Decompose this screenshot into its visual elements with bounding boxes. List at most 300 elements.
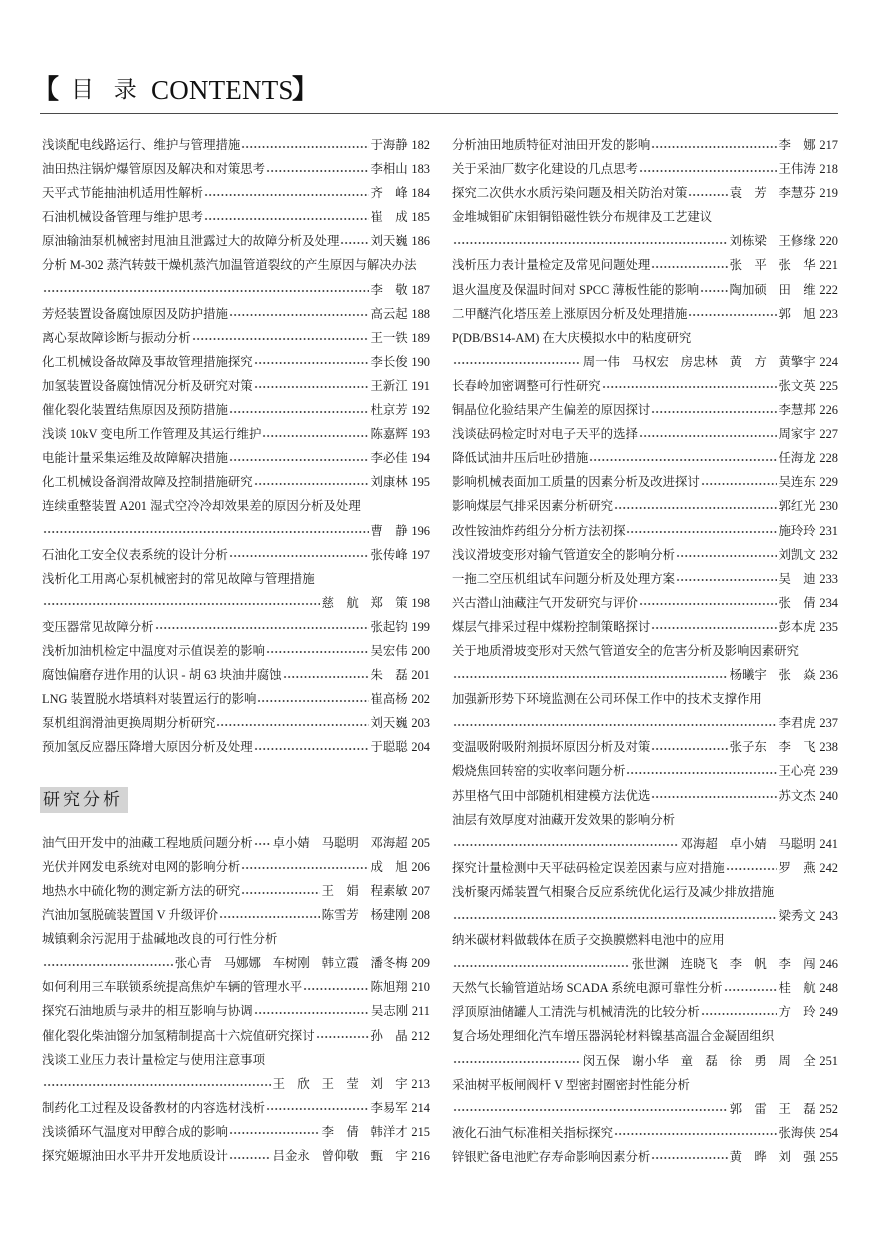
entry-line <box>452 205 838 229</box>
header-open-bracket: 【 <box>33 75 60 104</box>
entry-line <box>452 398 838 422</box>
author-name: 陈嘉辉 <box>370 427 408 442</box>
author-name: 李必佳 <box>370 451 408 466</box>
toc-entry <box>42 446 430 470</box>
author-name: 潘冬梅 <box>370 956 408 971</box>
leader-dots <box>651 133 776 157</box>
author-name: 吕金永 <box>272 1149 310 1164</box>
toc-entry-list <box>42 133 430 759</box>
toc-entry <box>452 543 838 567</box>
author-name: 郭 雷 <box>729 1101 767 1116</box>
toc-entry <box>452 1024 838 1072</box>
page-number: 237 <box>819 716 838 731</box>
entry-authors <box>371 1024 408 1048</box>
page-number: 225 <box>819 378 838 393</box>
entry-line <box>42 927 430 951</box>
entry-authors <box>779 1000 816 1024</box>
page-number: 214 <box>411 1100 430 1115</box>
entry-authors <box>779 591 816 615</box>
page-number: 239 <box>819 764 838 779</box>
entry-line <box>452 543 838 567</box>
entry-title: 腐蚀偏磨存进作用的认识 - 胡 63 块油井腐蚀 <box>42 668 282 683</box>
entry-title: 探究石油地质与录井的相互影响与协调 <box>42 1004 253 1019</box>
leader-dots <box>626 519 776 543</box>
entry-title: 原油输油泵机械密封甩油且泄露过大的故障分析及处理 <box>42 234 340 249</box>
toc-entry <box>42 1024 430 1048</box>
leader-dots <box>626 759 776 783</box>
entry-authors <box>779 615 816 639</box>
leader-dots <box>303 975 368 999</box>
entry-authors <box>371 639 408 663</box>
toc-entry <box>42 157 430 181</box>
leader-dots <box>453 952 630 976</box>
header-title-chinese: 目 录 <box>71 77 137 102</box>
leader-dots <box>651 735 727 759</box>
entry-title: 关于采油厂数字化建设的几点思考 <box>452 162 638 177</box>
toc-entry <box>42 133 430 157</box>
entry-title: 浅谈循环气温度对甲醇合成的影响 <box>42 1124 228 1139</box>
author-name: 甄 宇 <box>370 1149 408 1164</box>
entry-title: 电能计量采集运维及故障解决措施 <box>42 451 228 466</box>
entry-title: 锌银贮备电池贮存寿命影响因素分析 <box>452 1149 651 1164</box>
page-number: 196 <box>411 523 430 538</box>
page-number: 215 <box>411 1124 430 1139</box>
leader-dots <box>639 591 777 615</box>
page-number: 193 <box>411 427 430 442</box>
leader-dots <box>229 398 369 422</box>
entry-title: 加强新形势下环境监测在公司环保工作中的技术支撑作用 <box>452 692 762 707</box>
author-name: 王 磊 <box>778 1101 816 1116</box>
leader-dots <box>614 1121 776 1145</box>
entry-title: 变压器常见故障分析 <box>42 619 154 634</box>
author-name: 连晓飞 <box>680 957 718 972</box>
author-name: 车树刚 <box>272 956 310 971</box>
entry-title: 分析油田地质特征对油田开发的影响 <box>452 138 651 152</box>
entry-line <box>452 1049 838 1073</box>
leader-dots <box>254 999 369 1023</box>
page-number: 218 <box>819 162 838 177</box>
author-name: 桂 航 <box>778 981 816 996</box>
author-name: 高云起 <box>370 306 408 321</box>
toc-entry <box>452 1145 838 1169</box>
entry-line <box>452 253 838 277</box>
toc-entry <box>42 855 430 879</box>
author-name: 苏文杰 <box>778 788 816 803</box>
author-name: 张海侠 <box>778 1125 816 1140</box>
toc-entry <box>42 903 430 927</box>
entry-title: 二甲醚汽化塔压差上涨原因分析及处理措施 <box>452 306 688 321</box>
entry-line <box>42 278 430 302</box>
toc-entry <box>42 1144 430 1168</box>
entry-authors <box>371 229 408 253</box>
page-number: 184 <box>411 186 430 201</box>
entry-line <box>42 519 430 543</box>
entry-line <box>42 229 430 253</box>
entry-line <box>42 350 430 374</box>
leader-dots <box>614 494 776 518</box>
section-block <box>42 759 430 830</box>
entry-title: 浅析压力表计量检定及常见问题处理 <box>452 258 651 273</box>
entry-authors <box>779 470 816 494</box>
author-name: 彭本虎 <box>778 619 816 634</box>
entry-line <box>42 855 430 879</box>
author-name: 马娜娜 <box>223 956 261 971</box>
toc-entry <box>452 422 838 446</box>
author-name: 张起钧 <box>370 619 408 634</box>
page-number: 211 <box>411 1004 430 1019</box>
leader-dots <box>688 181 727 205</box>
entry-line <box>452 784 838 808</box>
leader-dots <box>262 422 368 446</box>
toc-entry <box>42 687 430 711</box>
entry-line <box>42 494 430 518</box>
leader-dots <box>266 157 368 181</box>
entry-authors <box>779 976 816 1000</box>
page-number: 209 <box>411 956 430 971</box>
entry-line <box>42 951 430 975</box>
author-name: 王心亮 <box>778 764 816 779</box>
entry-authors <box>371 205 408 229</box>
entry-line <box>452 832 838 856</box>
entry-line <box>42 999 430 1023</box>
leader-dots <box>651 1145 727 1169</box>
entry-title: 加氢装置设备腐蚀情况分析及研究对策 <box>42 378 253 393</box>
author-name: 邓海超 <box>680 836 718 851</box>
page-number: 213 <box>411 1076 430 1091</box>
author-name: 李 倩 <box>321 1124 359 1139</box>
entry-line <box>452 808 838 832</box>
entry-title: P(DB/BS14-AM) 在大庆模拟水中的粘度研究 <box>452 330 692 345</box>
entry-title: 关于地质滑坡变形对天然气管道安全的危害分析及影响因素研究 <box>452 643 799 658</box>
toc-entry <box>452 880 838 928</box>
author-name: 曾仰敬 <box>321 1149 359 1164</box>
author-name: 李相山 <box>370 162 408 177</box>
author-name: 崔 成 <box>370 210 408 225</box>
entry-line <box>452 1073 838 1097</box>
entry-title: 泵机组润滑油更换周期分析研究 <box>42 716 216 731</box>
entry-authors <box>371 302 408 326</box>
entry-line <box>452 302 838 326</box>
author-name: 刘天巍 <box>370 716 408 731</box>
entry-authors <box>779 374 816 398</box>
entry-line <box>452 278 838 302</box>
toc-entry <box>452 1121 838 1145</box>
entry-line <box>452 157 838 181</box>
entry-line <box>452 446 838 470</box>
leader-dots <box>229 543 369 567</box>
entry-authors <box>779 1121 816 1145</box>
leader-dots <box>257 687 368 711</box>
entry-line <box>452 976 838 1000</box>
leader-dots <box>43 278 369 302</box>
author-name: 闵五保 <box>582 1053 620 1068</box>
entry-line <box>42 422 430 446</box>
author-name: 齐 峰 <box>370 186 408 201</box>
leader-dots <box>676 567 776 591</box>
entry-title: LNG 装置脱水塔填料对装置运行的影响 <box>42 692 257 707</box>
author-name: 李慧邦 <box>778 403 816 418</box>
author-name: 张文英 <box>778 378 816 393</box>
entry-authors <box>371 975 408 999</box>
entry-authors <box>730 735 816 759</box>
entry-authors <box>779 543 816 567</box>
leader-dots <box>43 591 320 615</box>
page-number: 201 <box>411 668 430 683</box>
toc-entry <box>42 181 430 205</box>
toc-entry <box>452 784 838 808</box>
toc-column-right <box>452 133 838 1169</box>
author-name: 李 飞 <box>778 740 816 755</box>
leader-dots <box>155 615 369 639</box>
entry-title: 化工机械设备故障及事故管理措施探究 <box>42 354 253 369</box>
author-name: 王 欣 <box>272 1076 310 1091</box>
leader-dots <box>43 519 369 543</box>
leader-dots <box>43 951 173 975</box>
entry-line <box>42 615 430 639</box>
entry-title: 预加氢反应器压降增大原因分析及处理 <box>42 740 253 755</box>
author-name: 郭红光 <box>778 499 816 514</box>
entry-authors <box>371 711 408 735</box>
leader-dots <box>453 832 679 856</box>
page-number: 189 <box>411 330 430 345</box>
author-name: 崔高杨 <box>370 692 408 707</box>
entry-line <box>42 1096 430 1120</box>
author-name: 卓小婧 <box>272 835 310 850</box>
leader-dots <box>676 543 776 567</box>
author-name: 程素敏 <box>370 884 408 899</box>
toc-column-left <box>42 133 430 1168</box>
leader-dots <box>688 302 776 326</box>
toc-entry <box>42 831 430 855</box>
entry-authors <box>779 856 816 880</box>
toc-entry <box>452 808 838 856</box>
entry-title: 浅议滑坡变形对输气管道安全的影响分析 <box>452 547 676 562</box>
author-name: 吴志刚 <box>370 1004 409 1019</box>
author-name: 王伟涛 <box>778 162 816 177</box>
entry-line <box>42 253 430 277</box>
page-number: 204 <box>411 740 430 755</box>
leader-dots <box>229 1144 271 1168</box>
toc-entry <box>452 639 838 687</box>
entry-title: 光伏并网发电系统对电网的影响分析 <box>42 859 241 874</box>
author-name: 罗 燕 <box>778 860 816 875</box>
author-name: 孙 晶 <box>370 1028 408 1043</box>
author-name: 黄 晔 <box>729 1149 767 1164</box>
entry-line <box>42 1120 430 1144</box>
author-name: 吴宏伟 <box>370 643 408 658</box>
author-name: 童 磊 <box>680 1053 718 1068</box>
entry-line <box>42 1048 430 1072</box>
entry-line <box>452 904 838 928</box>
entry-line <box>42 446 430 470</box>
entry-line <box>452 1000 838 1024</box>
entry-line <box>452 567 838 591</box>
entry-authors <box>322 1120 408 1144</box>
page-number: 231 <box>819 523 838 538</box>
leader-dots <box>651 615 776 639</box>
entry-line <box>452 1097 838 1121</box>
toc-entry <box>42 398 430 422</box>
toc-entry-list <box>42 831 430 1168</box>
entry-line <box>42 591 430 615</box>
entry-title: 影响机械表面加工质量的因素分析及改进探讨 <box>452 475 700 490</box>
entry-line <box>452 374 838 398</box>
leader-dots <box>192 326 369 350</box>
leader-dots <box>701 1000 777 1024</box>
entry-line <box>452 952 838 976</box>
leader-dots <box>254 470 369 494</box>
entry-line <box>452 326 838 350</box>
page-number: 208 <box>411 908 430 923</box>
entry-title: 离心泵故障诊断与振动分析 <box>42 330 191 345</box>
entry-title: 地热水中硫化物的测定新方法的研究 <box>42 884 241 899</box>
entry-title: 如何利用三车联锁系统提高焦炉车辆的管理水平 <box>42 980 303 995</box>
author-name: 周 全 <box>778 1053 816 1068</box>
entry-line <box>42 543 430 567</box>
leader-dots <box>241 879 319 903</box>
author-name: 杨曦宇 <box>729 668 767 683</box>
author-name: 田 维 <box>778 282 816 297</box>
entry-authors <box>583 1049 816 1073</box>
page-number: 203 <box>411 716 430 731</box>
entry-line <box>42 879 430 903</box>
author-name: 方 玲 <box>778 1005 816 1020</box>
entry-authors <box>583 350 816 374</box>
entry-authors <box>730 253 816 277</box>
entry-line <box>42 398 430 422</box>
entry-line <box>452 494 838 518</box>
entry-line <box>452 928 838 952</box>
page-number: 243 <box>819 909 838 923</box>
toc-entry <box>452 591 838 615</box>
toc-entry <box>42 1096 430 1120</box>
section-heading: 研究分析 <box>40 787 128 813</box>
entry-title: 探究二次供水水质污染问题及相关防治对策 <box>452 186 688 201</box>
entry-title: 制药化工过程及设备教材的内容选材浅析 <box>42 1100 266 1115</box>
entry-authors <box>273 1072 408 1096</box>
toc-entry <box>452 494 838 518</box>
author-name: 梁秀文 <box>778 909 816 923</box>
author-name: 卓小婧 <box>729 836 767 851</box>
entry-title: 天然气长输管道站场 SCADA 系统电源可靠性分析 <box>452 981 723 996</box>
page-number: 252 <box>819 1101 838 1116</box>
entry-authors <box>779 567 816 591</box>
page-number: 191 <box>411 378 430 393</box>
entry-line <box>452 422 838 446</box>
page-number: 223 <box>819 306 838 321</box>
entry-authors <box>779 519 816 543</box>
toc-entry <box>452 398 838 422</box>
leader-dots <box>724 976 777 1000</box>
entry-line <box>42 639 430 663</box>
leader-dots <box>219 903 320 927</box>
entry-authors <box>371 519 408 543</box>
toc-entry <box>42 735 430 759</box>
toc-entry <box>452 567 838 591</box>
author-name: 房忠林 <box>680 354 718 369</box>
entry-line <box>42 663 430 687</box>
leader-dots <box>651 398 776 422</box>
entry-authors <box>322 879 408 903</box>
leader-dots <box>216 711 368 735</box>
author-name: 李 闯 <box>778 957 816 972</box>
toc-entry <box>42 615 430 639</box>
author-name: 张传峰 <box>370 547 408 562</box>
entry-authors <box>779 422 816 446</box>
toc-entry <box>452 374 838 398</box>
entry-authors <box>730 663 816 687</box>
page-number: 234 <box>819 595 838 610</box>
entry-line <box>452 133 838 157</box>
toc-entry <box>452 205 838 253</box>
page-number: 195 <box>411 475 430 490</box>
entry-title: 煅烧焦回转窑的实收率问题分析 <box>452 764 626 779</box>
author-name: 刘栋梁 <box>729 234 767 249</box>
entry-authors <box>371 374 408 398</box>
page-number: 210 <box>411 980 430 995</box>
entry-title: 浅谈工业压力表计量检定与使用注意事项 <box>42 1052 266 1067</box>
page-number: 200 <box>411 643 430 658</box>
author-name: 陶加硕 <box>729 282 767 297</box>
author-name: 吴连东 <box>778 475 816 490</box>
entry-authors <box>371 350 408 374</box>
entry-authors <box>779 157 816 181</box>
entry-title: 浮顶原油储罐人工清洗与机械清洗的比较分析 <box>452 1005 700 1020</box>
entry-authors <box>730 278 816 302</box>
author-name: 任海龙 <box>778 451 816 466</box>
page-number: 198 <box>411 595 430 610</box>
leader-dots <box>266 639 368 663</box>
page-number: 186 <box>411 234 430 249</box>
entry-title: 改性铵油炸药组分分析方法初探 <box>452 523 626 538</box>
author-name: 陈旭翔 <box>370 980 408 995</box>
toc-entry <box>452 470 838 494</box>
entry-authors <box>779 904 816 928</box>
page-number: 219 <box>819 186 838 201</box>
page-number: 238 <box>819 740 838 755</box>
entry-authors <box>730 229 816 253</box>
entry-title: 铜晶位化验结果产生偏差的原因探讨 <box>452 403 651 418</box>
toc-entry <box>42 567 430 615</box>
entry-line <box>452 229 838 253</box>
entry-line <box>42 1024 430 1048</box>
author-name: 郭 旭 <box>778 306 816 321</box>
toc-entry <box>42 1120 430 1144</box>
author-name: 马聪明 <box>321 835 359 850</box>
author-name: 刘 宇 <box>370 1076 408 1091</box>
entry-line <box>42 687 430 711</box>
entry-line <box>42 567 430 591</box>
entry-title: 城镇剩余污泥用于盐碱地改良的可行性分析 <box>42 932 278 947</box>
toc-entry <box>452 1000 838 1024</box>
page-number: 236 <box>819 668 838 683</box>
author-name: 张 华 <box>778 258 816 273</box>
toc-entry <box>452 976 838 1000</box>
toc-entry <box>42 422 430 446</box>
author-name: 李 娜 <box>778 138 816 152</box>
author-name: 韩洋才 <box>370 1124 408 1139</box>
entry-title: 浅谈砝码检定时对电子天平的选择 <box>452 427 638 442</box>
author-name: 李 帆 <box>729 957 767 972</box>
toc-entry <box>452 253 838 277</box>
entry-title: 降低试油井压后吐砂措施 <box>452 451 589 466</box>
author-name: 王 娟 <box>321 884 359 899</box>
leader-dots <box>700 278 727 302</box>
toc-entry <box>452 278 838 302</box>
entry-line <box>452 711 838 735</box>
leader-dots <box>651 253 727 277</box>
entry-authors <box>371 1096 408 1120</box>
